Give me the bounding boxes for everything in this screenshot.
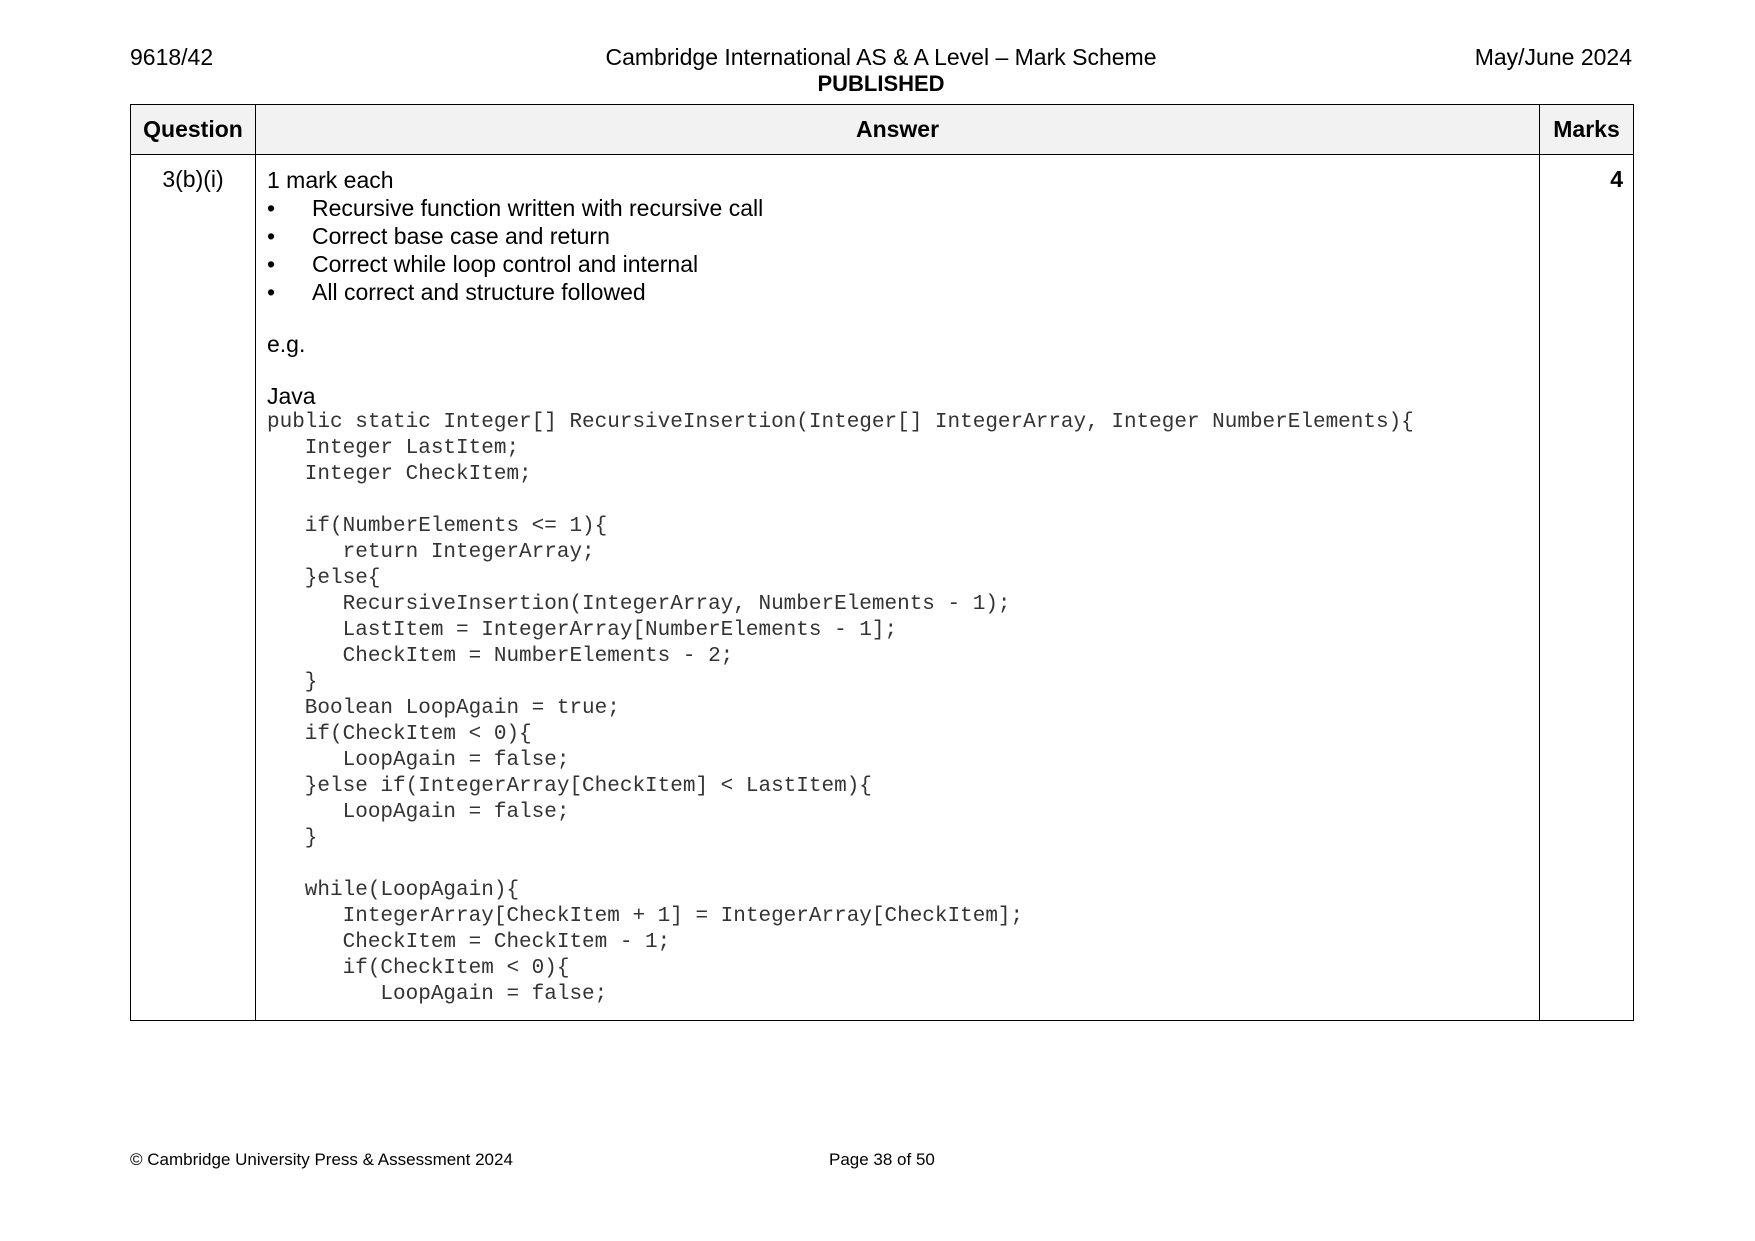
language-label: Java [267,383,316,409]
code-line: return IntegerArray; [267,541,595,564]
bullet-icon: • [267,279,276,305]
code-line: Boolean LoopAgain = true; [267,697,620,720]
bullet-icon: • [267,251,276,277]
exam-session: May/June 2024 [1474,44,1632,70]
code-line: LoopAgain = false; [267,801,570,824]
code-line: } [267,671,318,694]
column-header-marks: Marks [1540,105,1634,155]
code-line: }else if(IntegerArray[CheckItem] < LastItem){ [267,775,872,798]
marking-point-text: Correct while loop control and internal [312,251,699,277]
bullet-icon: • [267,223,276,249]
column-header-answer: Answer [256,105,1540,155]
marking-point [267,194,1529,222]
publication-status: PUBLISHED [817,71,945,96]
page-header [130,44,1632,100]
code-line: if(NumberElements <= 1){ [267,515,608,538]
document-title: Cambridge International AS & A Level – Mark Scheme [605,44,1157,70]
code-line: if(CheckItem < 0){ [267,723,532,746]
code-line: public static Integer[] RecursiveInsertion(Integer[] IntegerArray, Integer NumberElements){ [267,411,1414,434]
code-block [267,410,1529,1008]
code-line: IntegerArray[CheckItem + 1] = IntegerArray[CheckItem]; [267,905,1024,928]
marking-point [267,278,1529,306]
question-number: 3(b)(i) [131,155,256,1021]
marking-point [267,250,1529,278]
code-line: LoopAgain = false; [267,983,608,1006]
code-line: } [267,827,318,850]
copyright-notice: © Cambridge University Press & Assessment 2024 [130,1150,513,1169]
page-number: Page 38 of 50 [829,1150,935,1169]
column-header-question: Question [131,105,256,155]
marks-value: 4 [1540,155,1634,1021]
code-line [267,852,1529,878]
mark-allocation-intro: 1 mark each [267,167,394,193]
table-header-row [131,105,1634,155]
mark-scheme-table [130,104,1634,1021]
code-line: }else{ [267,567,381,590]
marking-point-text: Recursive function written with recursive call [312,195,764,221]
code-line: if(CheckItem < 0){ [267,957,570,980]
code-line: Integer CheckItem; [267,463,532,486]
marking-point [267,222,1529,250]
code-line: CheckItem = CheckItem - 1; [267,931,671,954]
bullet-icon: • [267,195,276,221]
marking-point-text: All correct and structure followed [312,279,646,305]
code-line: while(LoopAgain){ [267,879,520,902]
code-line [267,488,1529,514]
table-row [131,155,1634,1021]
marking-points-list [267,194,1529,306]
code-line: LoopAgain = false; [267,749,570,772]
example-label: e.g. [267,331,306,357]
paper-code: 9618/42 [130,44,214,70]
code-line: RecursiveInsertion(IntegerArray, NumberElements - 1); [267,593,1011,616]
code-line: CheckItem = NumberElements - 2; [267,645,734,668]
marking-point-text: Correct base case and return [312,223,610,249]
code-line: LastItem = IntegerArray[NumberElements - 1]; [267,619,898,642]
code-line: Integer LastItem; [267,437,520,460]
answer-cell [256,155,1540,1021]
